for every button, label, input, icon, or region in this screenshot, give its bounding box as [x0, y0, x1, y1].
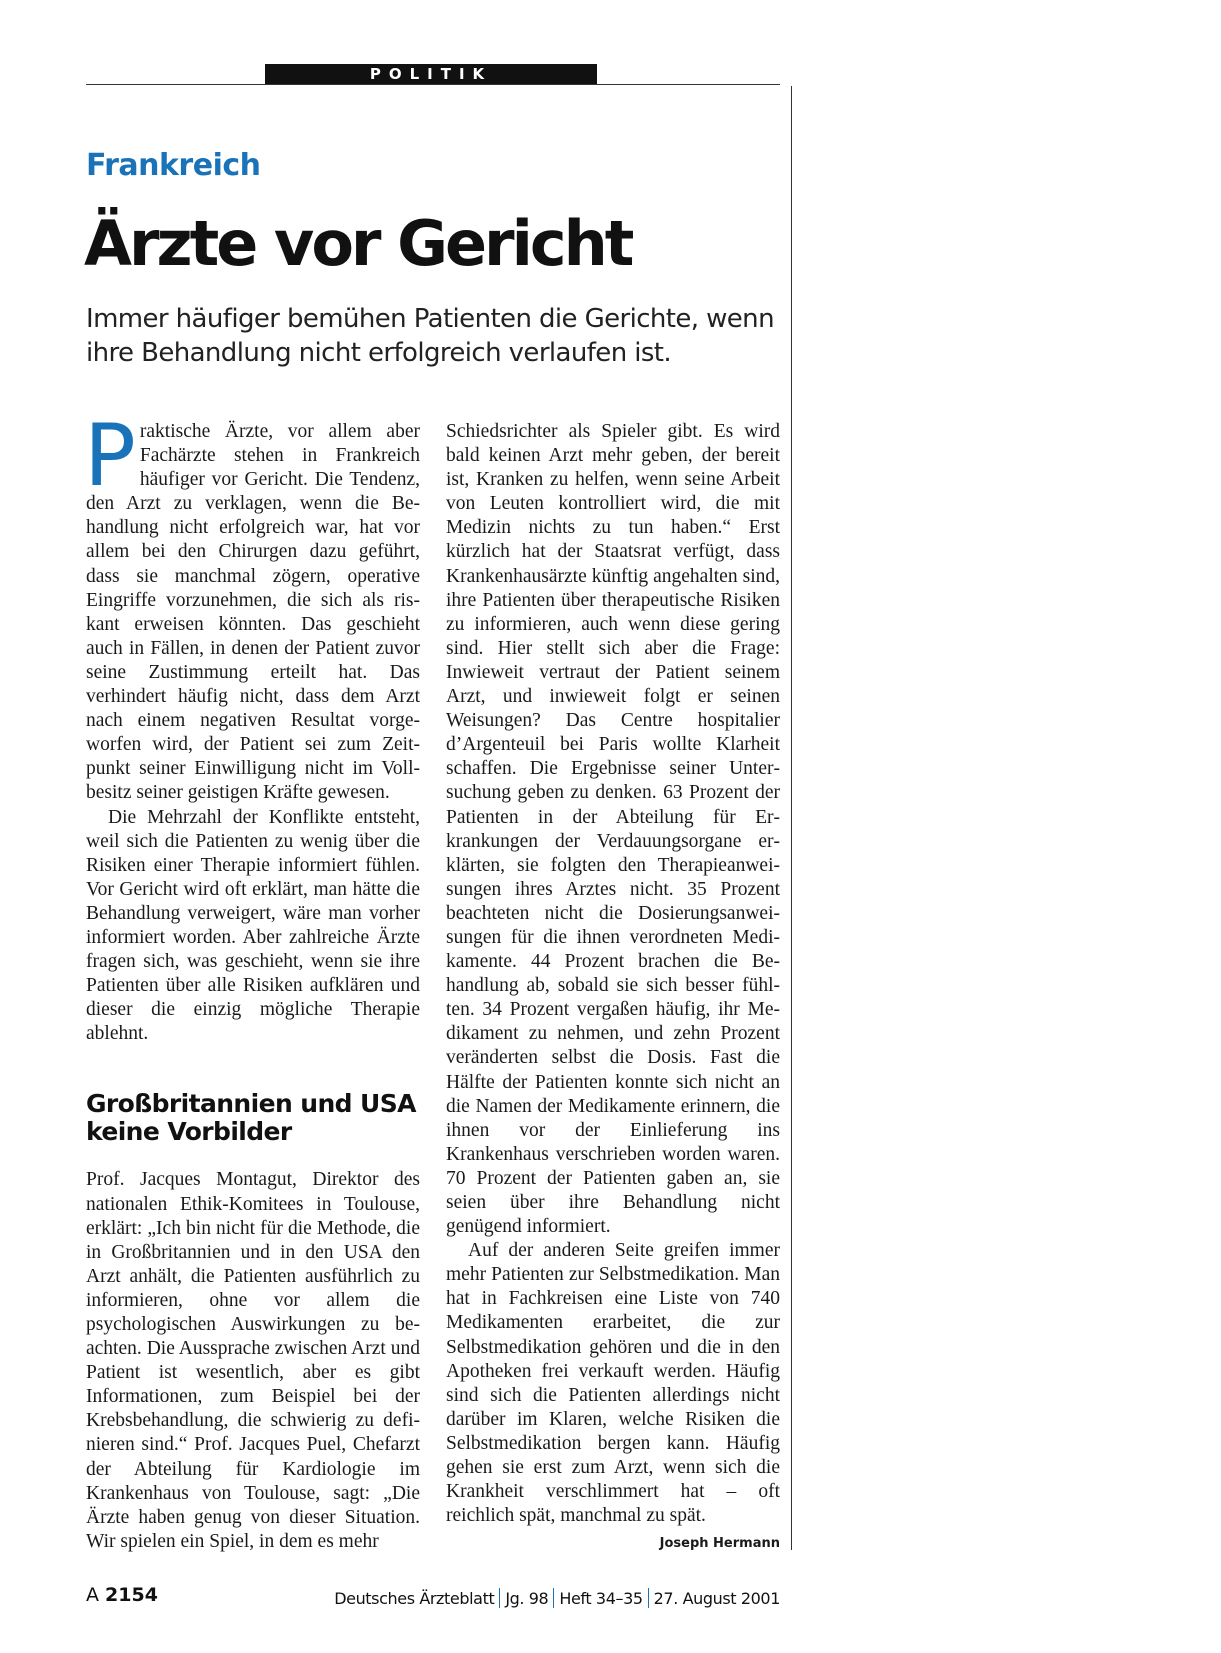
- page-number-value: 2154: [105, 1584, 158, 1606]
- section-label: POLITIK: [265, 64, 597, 84]
- paragraph-4: [446, 1239, 780, 1552]
- kicker: Frankreich: [86, 148, 261, 183]
- separator: [499, 1588, 500, 1608]
- dropcap: P: [84, 406, 136, 506]
- paragraph-3-cont: Schiedsrichter als Spieler gibt. Es wird bald keinen Arzt mehr geben, der bereit ist, Kranken zu helfen, wenn seine Arbeit von Leuten kontrolliert wird, die mit Medizin nichts zu tun haben.“ Erst kürzlich hat der Staatsrat verfügt, dass Krankenhausärzte künftig angehalten sind, ihre Patienten über therapeutische Risiken zu informieren, auch wenn diese gering sind. Hier stellt sich aber die Frage: Inwieweit vertraut der Patient seinem Arzt, und inwieweit folgt er seinen Weisungen? Das Centre hospitalier d’Argenteuil bei Paris wollte Klarheit schaffen. Die Ergebnisse seiner Untersuchung geben zu denken. 63 Prozent der Patienten in der Abteilung für Erkrankungen der Verdauungsorgane erklärten, sie folgten den Therapieanweisungen ihres Arztes nicht. 35 Prozent beachteten nicht die Dosierungsanweisungen für die ihnen verordneten Medikamente. 44 Prozent brachen die Behandlung ab, sobald sie sich besser fühlten. 34 Prozent vergaßen häufig, ihr Medikament zu nehmen, und zehn Prozent veränderten selbst die Dosis. Fast die Hälfte der Patienten konnte sich nicht an die Namen der Medikamente erinnern, die ihnen vor der Einlieferung ins Krankenhaus verschrieben worden waren. 70 Prozent der Patienten gaben an, sie seien über ihre Behandlung nicht genügend informiert.: [446, 421, 780, 1238]
- paragraph-2: Die Mehrzahl der Konflikte entsteht, weil sich die Patienten zu wenig über die Risiken einer Therapie informiert fühlen. Vor Gericht wird oft erklärt, man hätte die Behandlung verweigert, wäre man vorher informiert worden. Aber zahlreiche Ärzte fragen sich, was geschieht, wenn sie ihre Patienten über alle Risiken aufklären und dieser die einzig mögliche Therapie ablehnt.: [86, 806, 420, 1045]
- subheading: Großbritannien und USA keine Vorbilder: [86, 1089, 416, 1147]
- paragraph-4-text: Auf der anderen Seite greifen immer mehr Patienten zur Selbstmedikation. Man hat in Fachkreisen eine Liste von 740 Medikamenten erarbeitet, die zur Selbstmedikation gehören und die in den Apotheken frei verkauft werden. Häufig sind sich die Patienten allerdings nicht darüber im Klaren, welche Risiken die Selbstmedikation bergen kann. Häufig gehen sie erst zum Arzt, wenn sich die Krankheit verschlimmert hat – oft reichlich spät, manchmal zu spät.: [446, 1240, 780, 1527]
- page-prefix: A: [86, 1584, 99, 1606]
- page-number: [86, 1584, 158, 1606]
- separator: [648, 1588, 649, 1608]
- headline: Ärzte vor Gericht: [84, 207, 632, 280]
- article-column-left: [84, 406, 420, 1554]
- separator: [553, 1588, 554, 1608]
- lead-paragraph: Immer häufiger bemühen Patienten die Gerichte, wenn ihre Behandlung nicht erfolgreich verlaufen ist.: [86, 304, 774, 368]
- author: Joseph Hermann: [659, 1536, 780, 1552]
- paragraph-1: [84, 406, 420, 806]
- issue: Heft 34–35: [559, 1589, 643, 1608]
- publication-name: Deutsches Ärzteblatt: [334, 1589, 495, 1608]
- column-rule: [791, 86, 792, 1550]
- publication-info: [334, 1588, 780, 1608]
- date: 27. August 2001: [653, 1589, 780, 1608]
- top-rule: [86, 84, 780, 85]
- paragraph-1-text: raktische Ärzte, vor allem aber Fachärzte stehen in Frankreich häufiger vor Gericht. Die Tendenz, den Arzt zu verklagen, wenn die Behandlung nicht erfolgreich war, hat vor allem bei den Chirurgen dazu geführt, dass sie manchmal zögern, operative Eingriffe vorzunehmen, die sich als riskant erweisen könnten. Das geschieht auch in Fällen, in denen der Patient zuvor seine Zustimmung erteilt hat. Das verhindert häufig nicht, dass dem Arzt nach einem negativen Resultat vorgeworfen wird, der Patient sei zum Zeitpunkt seiner Einwilligung nicht im Vollbesitz seiner geistigen Kräfte gewesen.: [86, 421, 420, 804]
- volume: Jg. 98: [505, 1589, 549, 1608]
- article-column-right: [446, 420, 780, 1556]
- paragraph-3-start: Prof. Jacques Montagut, Direktor des nationalen Ethik-Komitees in Toulouse, erklärt: „Ich bin nicht für die Methode, die in Großbritannien und in den USA den Arzt anhält, die Patienten ausführlich zu informieren, ohne vor allem die psychologischen Auswirkungen zu beachten. Die Aussprache zwischen Arzt und Patient ist wesentlich, aber es gibt Informationen, zum Beispiel bei der Krebsbehandlung, die schwierig zu definieren sind.“ Prof. Jacques Puel, Chefarzt der Abteilung für Kardiologie im Krankenhaus von Toulouse, sagt: „Die Ärzte haben genug von dieser Situation. Wir spielen ein Spiel, in dem es mehr: [86, 1169, 420, 1552]
